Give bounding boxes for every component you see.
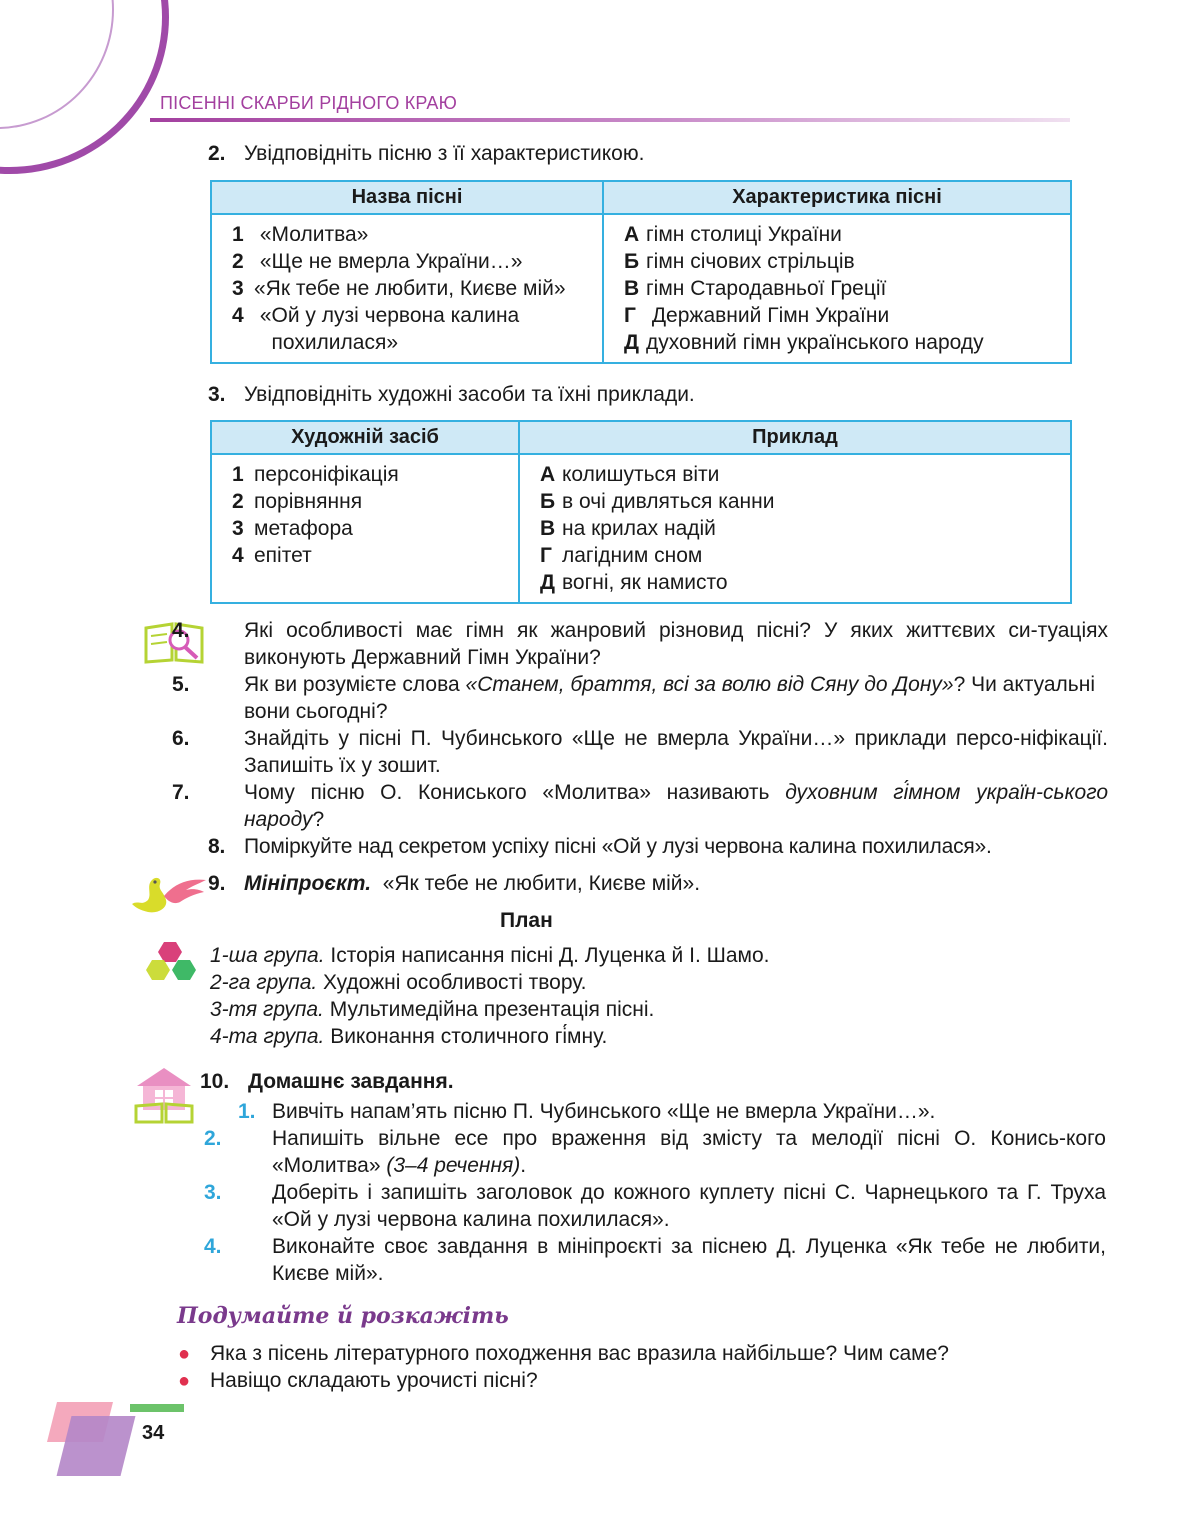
plan-group-3: 3-тя група. Мультимедійна презентація пісні. [210, 998, 655, 1021]
list-item: 3 метафора [232, 517, 353, 540]
think-and-tell-heading: Подумайте й розкажіть [177, 1303, 509, 1329]
list-item: 4 епітет [232, 544, 312, 567]
list-item: 1 «Молитва» [232, 223, 369, 246]
homework-item-1: 1. Вивчіть напам’ять пісню П. Чубинського «Ще не вмерла України…». [238, 1100, 936, 1123]
list-item: ● Яка з пісень літературного походження вас вразила найбільше? Чим саме? [178, 1340, 949, 1368]
table-header-song-name: Назва пісні [211, 181, 603, 214]
task-2 [208, 140, 1072, 167]
question-7: 7. Чому пісню О. Кониського «Молитва» називають духовним гі́мном україн-ського народу? [172, 781, 1108, 831]
list-item: Б гімн січових стрільців [624, 250, 855, 273]
list-item: 2 порівняння [232, 490, 363, 513]
question-5: 5. Як ви розумієте слова «Станем, браття, всі за волю від Сяну до Дону»? Чи актуальні вони сьогодні? [172, 673, 1095, 723]
list-item: В гімн Стародавньої Греції [624, 277, 887, 300]
list-item: 1 персоніфікація [232, 463, 399, 486]
task-3-left-column [211, 454, 519, 603]
task-2-left-column [211, 214, 603, 363]
table-header-artistic-device: Художній засіб [211, 421, 519, 454]
plan-title: План [500, 909, 553, 932]
footer-decoration-purple [57, 1416, 136, 1476]
homework-item-4: 4. Виконайте своє завдання в мініпроєкті за піснею Д. Луценка «Як тебе не любити, Києве мій». [204, 1235, 1106, 1285]
list-item: А гімн столиці України [624, 223, 842, 246]
task-text: Увідповідніть художні засоби та їхні приклади. [244, 383, 695, 406]
list-item: Д вогні, як намисто [540, 571, 728, 594]
homework-item-3: 3. Доберіть і запишіть заголовок до кожного куплету пісні С. Чарнецького та Г. Труха «Ой у лузі червона калина похилилася». [204, 1181, 1106, 1231]
task-2-right-column [603, 214, 1071, 363]
table-header-song-characteristic: Характеристика пісні [603, 181, 1071, 214]
page-number: 34 [142, 1422, 165, 1444]
pegasus-icon [128, 870, 208, 918]
task-3-table [210, 420, 1072, 604]
plan-group-1: 1-ша група. Історія написання пісні Д. Луценка й І. Шамо. [210, 944, 770, 967]
task-3 [208, 381, 1072, 408]
table-header-example: Приклад [519, 421, 1071, 454]
house-book-icon [133, 1066, 195, 1124]
task-3-right-column [519, 454, 1071, 603]
list-item: 4 «Ой у лузі червона калина [232, 304, 520, 327]
list-item: Г Державний Гімн України [624, 304, 890, 327]
task-number: 2. [208, 142, 226, 165]
list-item: Д духовний гімн українського народу [624, 331, 984, 354]
list-item: 2 «Ще не вмерла України…» [232, 250, 523, 273]
footer-decoration-green [130, 1404, 184, 1412]
header-divider [150, 118, 1070, 122]
plan-group-2: 2-га група. Художні особливості твору. [210, 971, 587, 994]
task-number: 3. [208, 383, 226, 406]
question-9-miniproject: 9. Мініпроєкт. «Як тебе не любити, Києве мій». [208, 872, 701, 895]
list-item: В на крилах надій [540, 517, 716, 540]
task-text: Увідповідніть пісню з її характеристикою. [244, 142, 645, 165]
list-item: А колишуться віти [540, 463, 720, 486]
list-item: Б в очі дивляться канни [540, 490, 775, 513]
list-item: 3 «Як тебе не любити, Києве мій» [232, 277, 566, 300]
hexagons-group-icon [140, 940, 206, 986]
question-6: 6. Знайдіть у пісні П. Чубинського «Ще не вмерла України…» приклади персо-ніфікації. Запишіть їх у зошит. [172, 727, 1108, 777]
homework-item-2: 2. Напишіть вільне есе про враження від змісту та мелодії пісні О. Конись-кого «Молитва» (3–4 речення). [204, 1127, 1106, 1177]
plan-group-4: 4-та група. Виконання столичного гі́мну. [210, 1025, 608, 1048]
homework-heading: 10. Домашнє завдання. [200, 1070, 454, 1093]
question-8: 8. Поміркуйте над секретом успіху пісні «Ой у лузі червона калина похилилася». [208, 835, 992, 858]
list-item: ● Навіщо складають урочисті пісні? [178, 1367, 538, 1395]
list-item: похилилася» [254, 331, 399, 354]
bullet-icon: ● [178, 1343, 191, 1365]
bullet-icon: ● [178, 1370, 191, 1392]
question-4: 4. Які особливості має гімн як жанровий різновид пісні? У яких життєвих си-туаціях виконують Державний Гімн України? [172, 619, 1108, 669]
task-2-table [210, 180, 1072, 364]
section-header-title: ПІСЕННІ СКАРБИ РІДНОГО КРАЮ [160, 93, 458, 113]
list-item: Г лагідним сном [540, 544, 703, 567]
